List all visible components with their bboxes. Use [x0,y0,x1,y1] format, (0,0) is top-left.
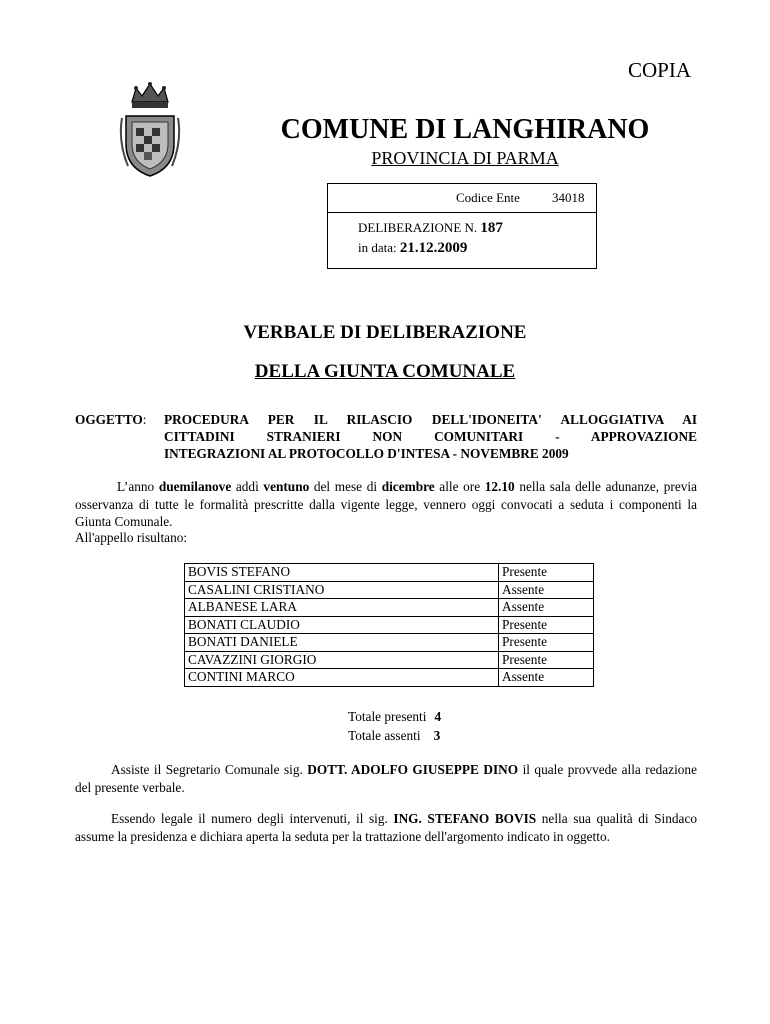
deliberation-number [358,220,503,237]
member-status: Presente [499,616,594,634]
member-status: Presente [499,564,594,582]
p3-text-2: nella sua qualità di Sindaco assume la presidenza e dichiara aperta la seduta per la trattazione dell'argomento indicato in oggetto. [75,811,697,844]
member-name: CAVAZZINI GIORGIO [185,651,499,669]
mayor-paragraph [75,810,697,845]
member-status: Assente [499,599,594,617]
member-name: BOVIS STEFANO [185,564,499,582]
total-present-row [348,707,441,726]
member-status: Presente [499,651,594,669]
total-absent-label: Totale assenti [348,728,421,743]
deliberation-date-value: 21.12.2009 [399,240,468,256]
opening-paragraph [75,478,697,531]
subject-line-1: PROCEDURA PER IL RILASCIO DELL'IDONEITA' ALLOGGIATIVA AI [164,412,697,427]
total-present-value: 4 [434,709,442,724]
p2-text-1: Assiste il Segretario Comunale sig. [111,762,308,777]
member-status: Presente [499,634,594,652]
p2-text-2: il quale provvede alla redazione del presente verbale. [75,762,697,795]
table-row [185,634,594,652]
member-name: CONTINI MARCO [185,669,499,687]
deliberation-number-label: DELIBERAZIONE N. [358,220,478,235]
subject-text [164,411,697,462]
document-subtitle: DELLA GIUNTA COMUNALE [254,361,516,382]
mayor-name: ING. STEFANO BOVIS [393,811,537,826]
attendance-table [184,563,594,687]
subject-label: OGGETTO: [75,412,147,427]
p1-day: ventuno [263,479,310,494]
p1-text-2: addì [231,479,264,494]
copy-label: COPIA [628,58,692,82]
member-name: BONATI CLAUDIO [185,616,499,634]
subject-line-2: CITTADINI STRANIERI NON COMUNITARI - APPROVAZIONE [164,429,697,444]
member-name: CASALINI CRISTIANO [185,581,499,599]
total-absent-row [348,726,441,745]
p1-text-1: L’anno [117,479,159,494]
total-present-label: Totale presenti [348,709,427,724]
table-row [185,669,594,687]
entity-code-row [328,184,596,213]
p3-text-1: Essendo legale il numero degli intervenuti, il sig. [111,811,394,826]
roll-call-label: All'appello risultano: [75,530,188,545]
entity-code-value: 34018 [552,190,585,205]
p1-text-5: nella sala delle adunanze, previa osservanza di tutte le formalità prescritte dalla vigente legge, vennero oggi convocati a seduta i componenti la Giunta Comunale. [75,479,697,529]
member-name: ALBANESE LARA [185,599,499,617]
deliberation-box [327,183,597,269]
table-row [185,581,594,599]
member-status: Assente [499,669,594,687]
table-row [185,651,594,669]
p1-time: 12.10 [484,479,515,494]
table-row [185,564,594,582]
entity-code-label: Codice Ente [456,190,520,205]
p1-month: dicembre [381,479,435,494]
deliberation-date [358,240,467,257]
member-name: BONATI DANIELE [185,634,499,652]
secretary-paragraph [75,761,697,796]
p1-text-4: alle ore [434,479,485,494]
document-title: VERBALE DI DELIBERAZIONE [243,322,527,343]
province-subtitle: PROVINCIA DI PARMA [371,148,559,168]
deliberation-number-value: 187 [480,220,503,236]
table-row [185,616,594,634]
totals-block [348,707,441,745]
p1-year: duemilanove [158,479,232,494]
member-status: Assente [499,581,594,599]
p1-text-3: del mese di [309,479,382,494]
total-absent-value: 3 [433,728,441,743]
table-row [185,599,594,617]
secretary-name: DOTT. ADOLFO GIUSEPPE DINO [307,762,519,777]
deliberation-date-label: in data: [358,240,397,255]
municipality-title: COMUNE DI LANGHIRANO [280,114,650,145]
subject-line-3: INTEGRAZIONI AL PROTOCOLLO D'INTESA - NOVEMBRE 2009 [164,446,569,461]
